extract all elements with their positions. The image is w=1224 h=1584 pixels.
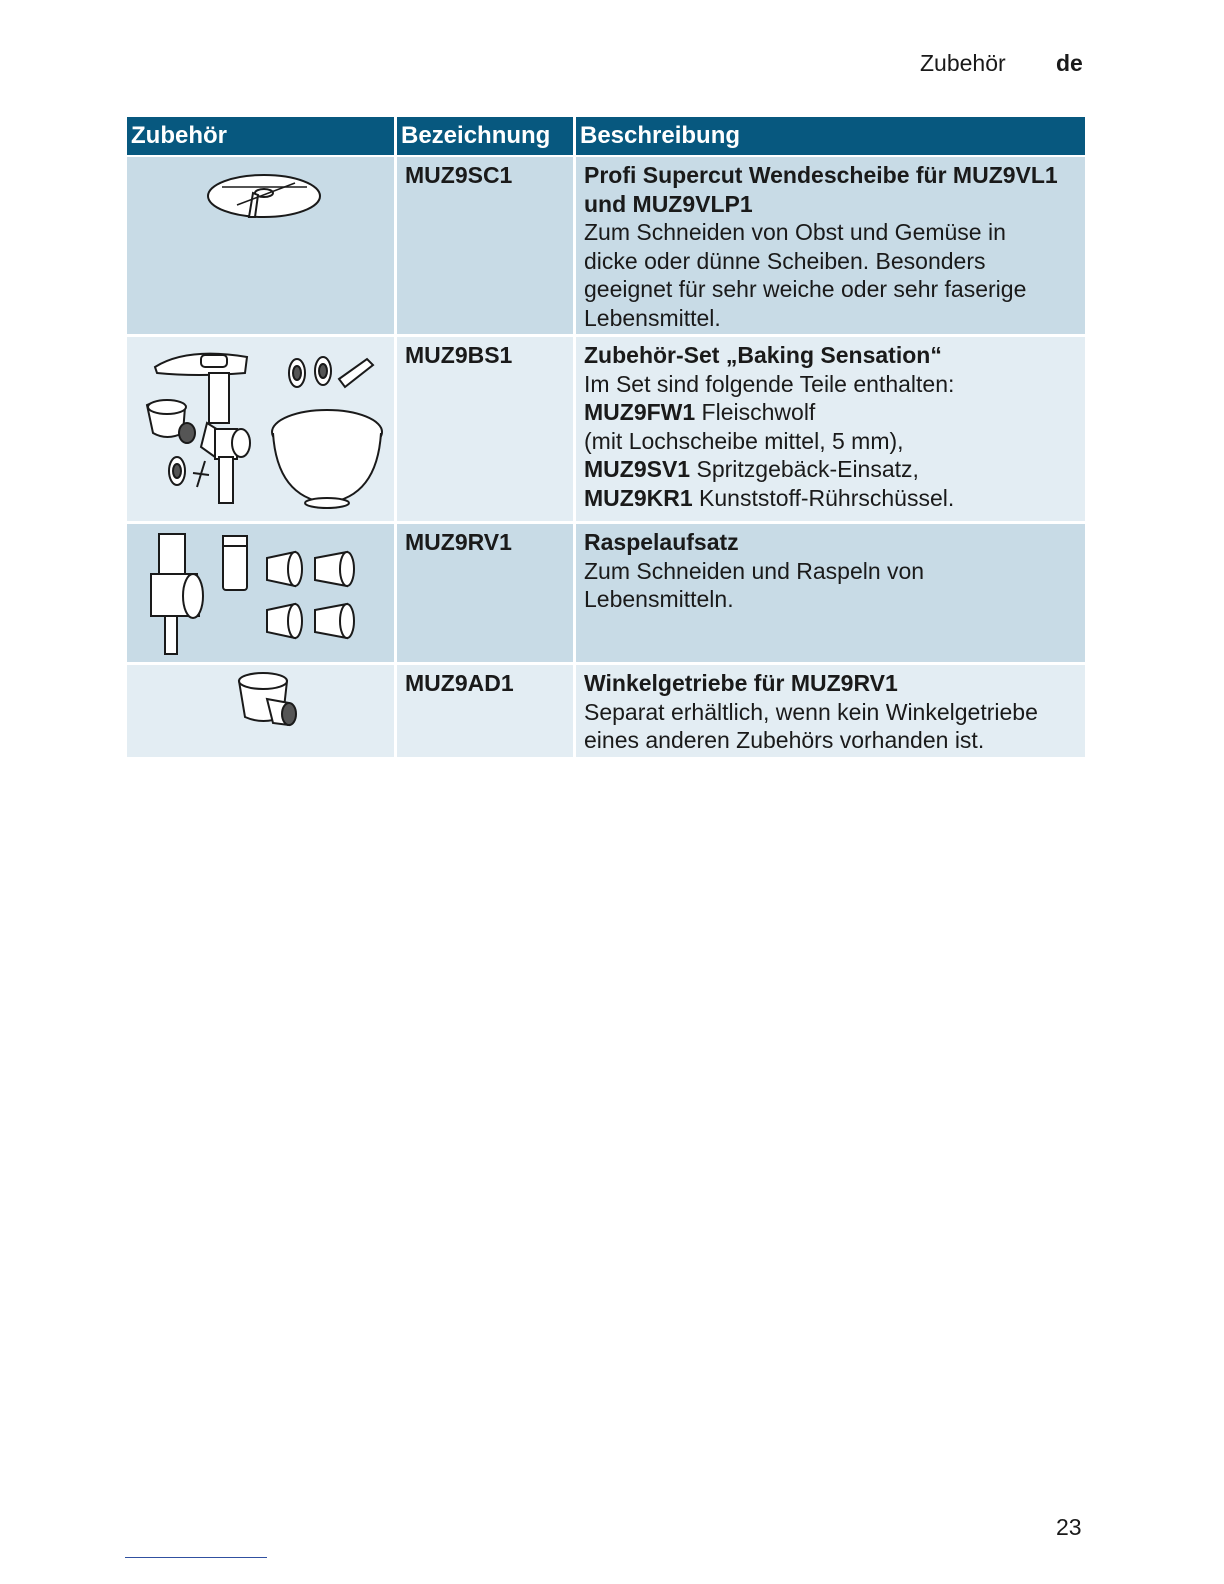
accessory-image-cell <box>127 665 397 760</box>
angle-gear-icon <box>127 665 397 752</box>
description-text: eines anderen Zubehörs vorhanden ist. <box>584 727 985 753</box>
column-header-accessory: Zubehör <box>127 117 397 157</box>
accessory-image-cell <box>127 337 397 524</box>
product-description <box>576 337 1085 524</box>
set-item <box>584 398 1077 427</box>
grating-attachment-icon <box>127 524 397 665</box>
description-text: Lebensmitteln. <box>584 586 734 612</box>
set-item <box>584 484 1077 513</box>
set-item-note: (mit Lochscheibe mittel, 5 mm), <box>584 427 904 454</box>
product-code: MUZ9RV1 <box>397 524 576 665</box>
table-row <box>127 337 1085 524</box>
header-section-title: Zubehör <box>920 50 1006 76</box>
set-item <box>584 455 1077 484</box>
product-code: MUZ9BS1 <box>397 337 576 524</box>
table-row <box>127 157 1085 337</box>
page-number: 23 <box>1056 1514 1082 1540</box>
slicing-disc-icon <box>127 157 397 333</box>
footer-rule <box>125 1557 267 1558</box>
set-item-text: Spritzgebäck-Einsatz, <box>690 456 919 482</box>
description-title: Profi Supercut Wendescheibe für MUZ9VL1 <box>584 162 1058 188</box>
set-item-text: Kunststoff-Rührschüssel. <box>692 484 955 511</box>
description-text: Zum Schneiden von Obst und Gemüse in <box>584 219 1006 245</box>
set-item-text: Fleischwolf <box>695 399 816 425</box>
header-language-code: de <box>1056 50 1083 76</box>
accessories-table <box>127 117 1085 760</box>
column-header-designation: Bezeichnung <box>397 117 576 157</box>
description-text: Separat erhältlich, wenn kein Winkelgetriebe <box>584 698 1038 725</box>
accessory-image-cell <box>127 157 397 337</box>
table-row <box>127 524 1085 665</box>
baking-set-icon <box>127 337 397 524</box>
product-description <box>576 157 1085 337</box>
column-header-description: Beschreibung <box>576 117 1085 157</box>
page-header <box>0 50 1224 82</box>
set-item-code: MUZ9KR1 <box>584 484 693 511</box>
accessory-image-cell <box>127 524 397 665</box>
product-code: MUZ9AD1 <box>397 665 576 760</box>
description-title: Zubehör-Set „Baking Sensation“ <box>584 342 942 368</box>
description-title: Winkelgetriebe für MUZ9RV1 <box>584 670 898 696</box>
set-item-code: MUZ9SV1 <box>584 456 691 482</box>
description-text: dicke oder dünne Scheiben. Besonders <box>584 247 986 274</box>
set-item-code: MUZ9FW1 <box>584 399 696 425</box>
description-text: Im Set sind folgende Teile enthalten: <box>584 370 955 397</box>
description-title: Raspelaufsatz <box>584 529 739 555</box>
description-text: Lebensmittel. <box>584 304 721 331</box>
description-text: Zum Schneiden und Raspeln von <box>584 557 925 584</box>
product-code: MUZ9SC1 <box>397 157 576 337</box>
table-header-row <box>127 117 1085 157</box>
product-description <box>576 524 1085 665</box>
table-row <box>127 665 1085 760</box>
description-text: geeignet für sehr weiche oder sehr faserige <box>584 276 1027 302</box>
product-description <box>576 665 1085 760</box>
description-title: und MUZ9VLP1 <box>584 190 753 217</box>
